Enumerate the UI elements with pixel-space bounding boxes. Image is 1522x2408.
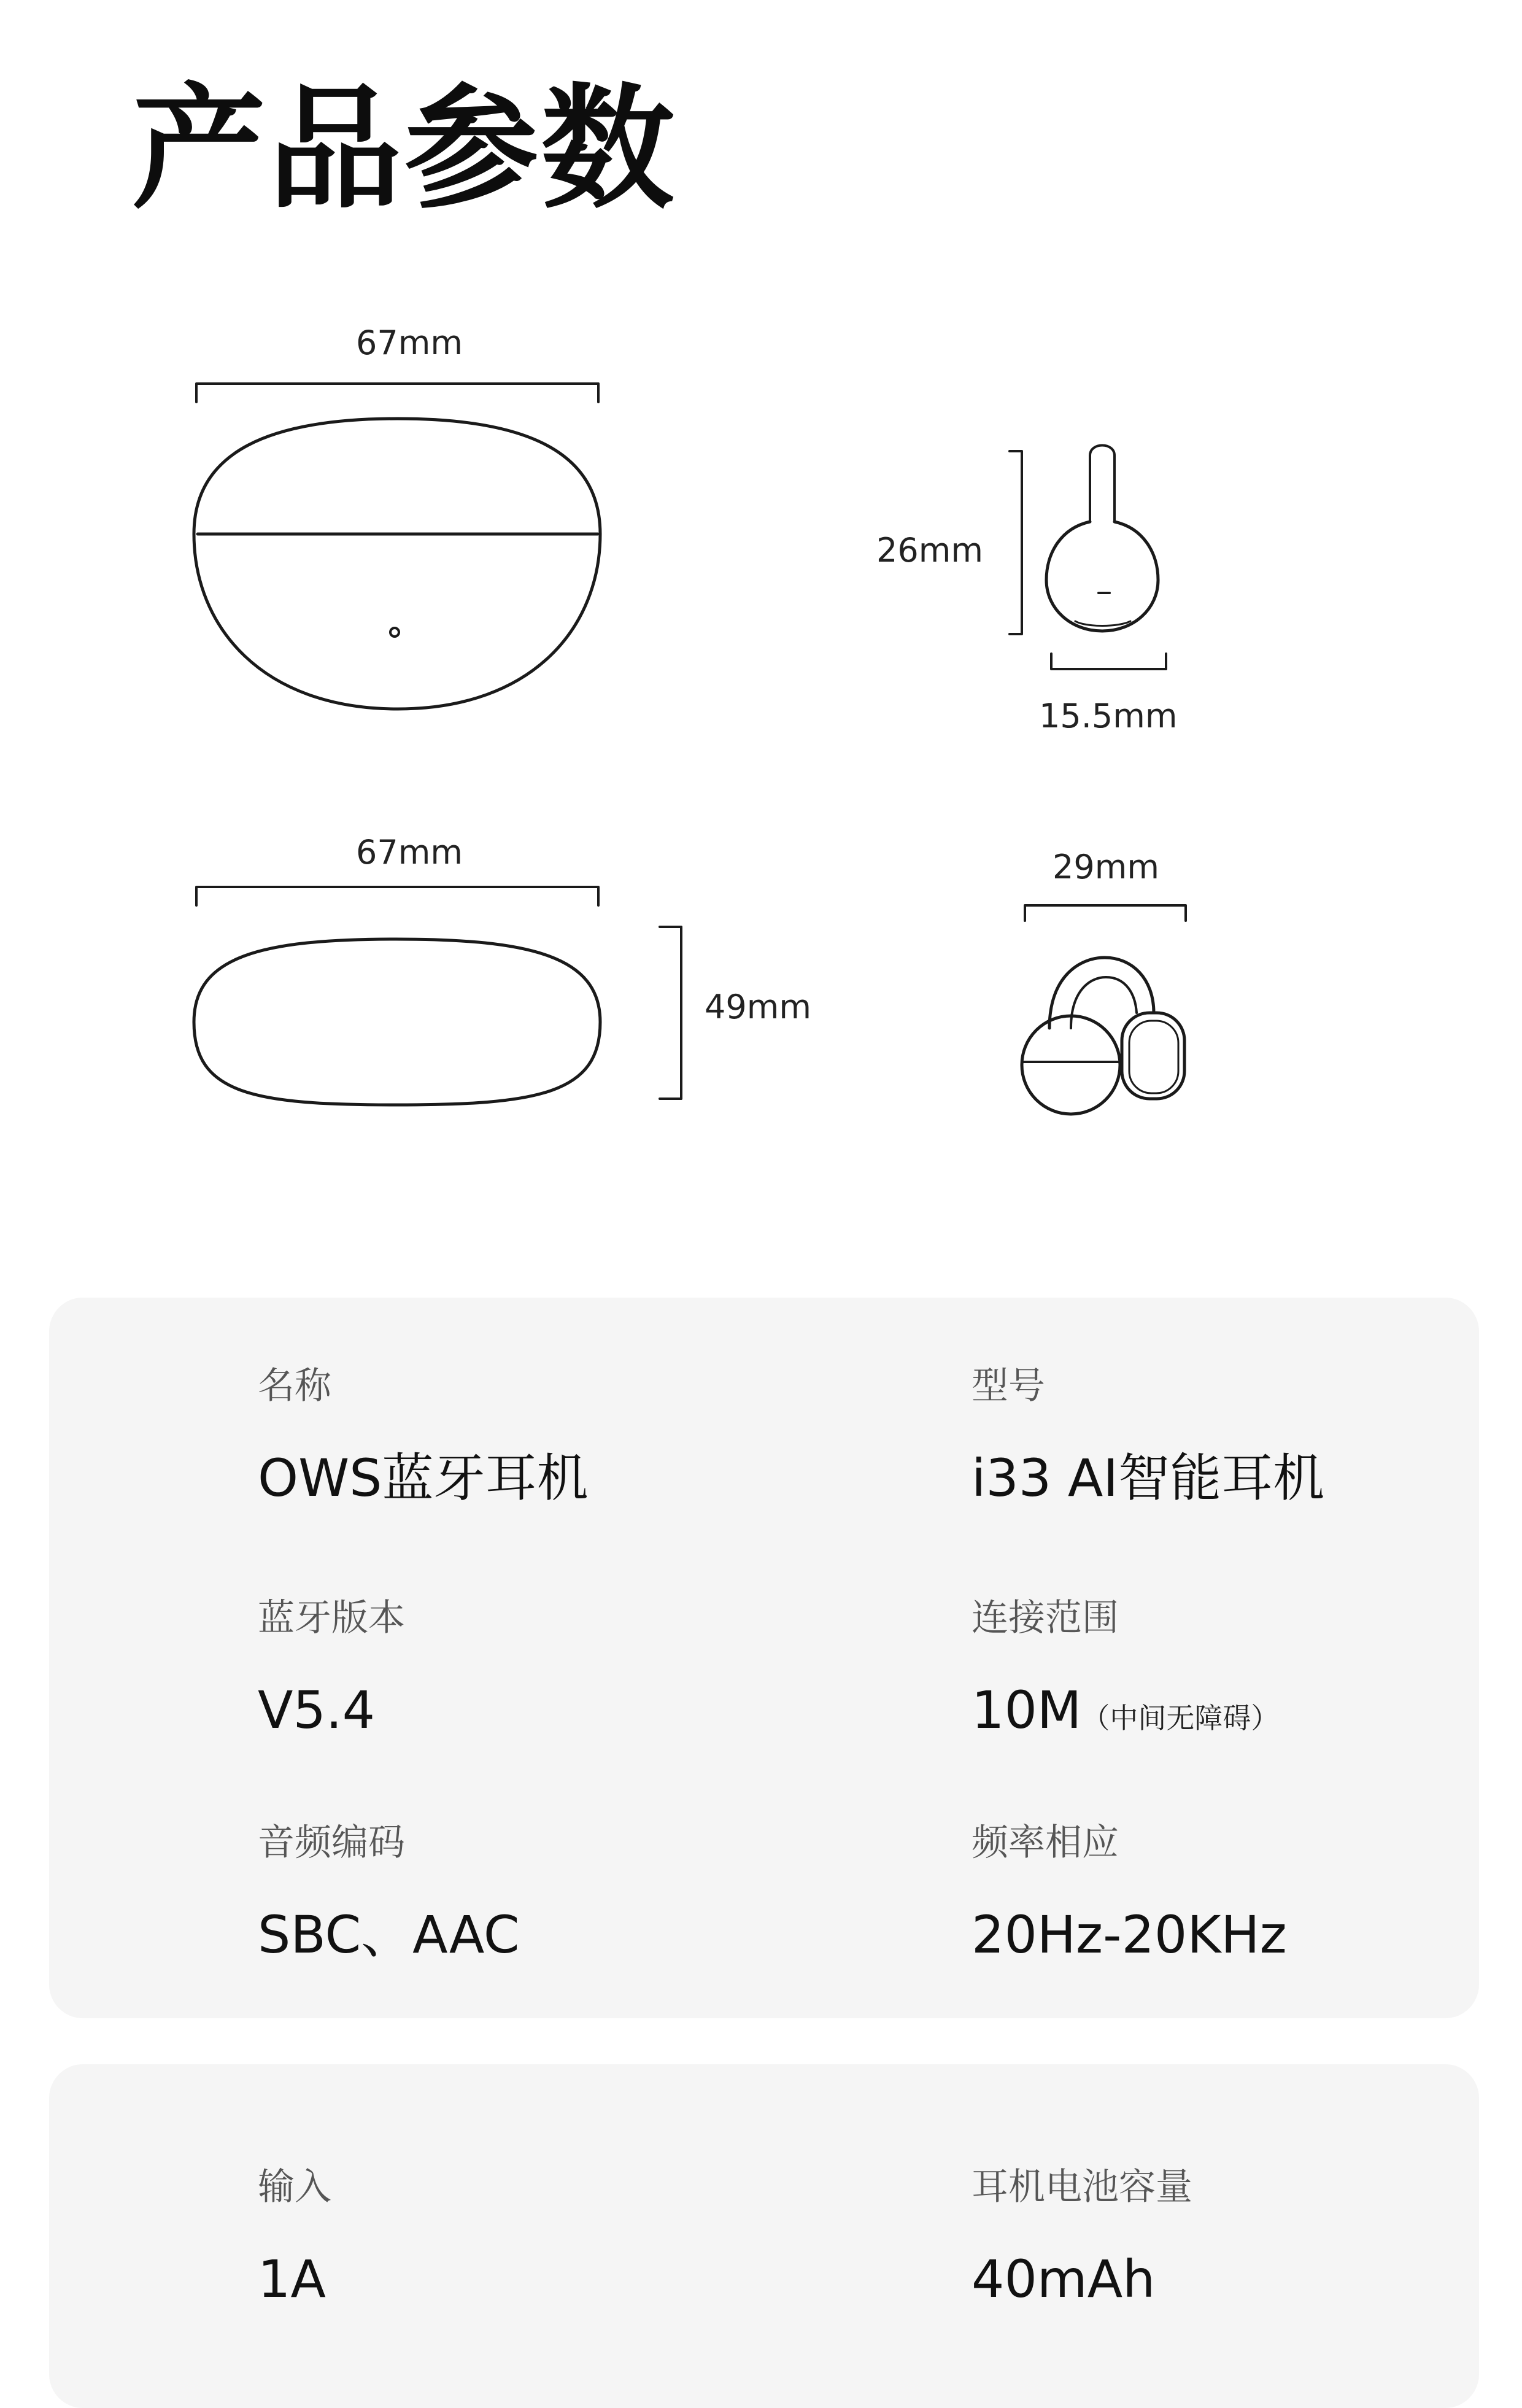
spec-input: [258, 2166, 331, 2309]
spec-value: 1A: [258, 2249, 326, 2309]
spec-model: [972, 1365, 1325, 1508]
specs-panel-power: [49, 2064, 1479, 2408]
spec-value: V5.4: [258, 1680, 376, 1740]
spec-value: OWS蓝牙耳机: [258, 1448, 589, 1508]
spec-label: 名称: [258, 1365, 331, 1407]
spec-value: SBC、AAC: [258, 1905, 520, 1965]
case-top-width-label: 67mm: [356, 323, 463, 362]
spec-label: 音频编码: [258, 1821, 405, 1864]
earbud-front-view-drawing: [1010, 446, 1166, 670]
spec-value: [972, 1680, 1280, 1740]
spec-label: 频率相应: [972, 1821, 1119, 1864]
case-side-view-drawing: [194, 887, 681, 1105]
spec-label: 蓝牙版本: [258, 1597, 405, 1640]
spec-label: 连接范围: [972, 1597, 1119, 1640]
earhook-side-view-drawing: [1022, 905, 1186, 1114]
spec-value: 20Hz-20KHz: [972, 1905, 1287, 1965]
page-title: 产品参数: [132, 72, 677, 227]
spec-label: 耳机电池容量: [972, 2166, 1192, 2209]
case-height-label: 49mm: [705, 988, 811, 1026]
earbud-height-label: 26mm: [876, 531, 983, 570]
spec-connection-range: [972, 1597, 1280, 1740]
specs-panel: [49, 1298, 1479, 2018]
case-top-view-drawing: [194, 384, 600, 709]
spec-name: [258, 1365, 589, 1508]
earhook-width-label: 29mm: [1053, 848, 1159, 886]
spec-bluetooth-version: [258, 1597, 405, 1740]
spec-label: 型号: [972, 1365, 1045, 1407]
earbud-width-label: 15.5mm: [1039, 697, 1178, 735]
spec-value: 40mAh: [972, 2249, 1156, 2309]
spec-battery-capacity: [972, 2166, 1192, 2309]
spec-value-main: 10M: [972, 1680, 1082, 1740]
spec-label: 输入: [258, 2166, 331, 2209]
spec-value: i33 AI智能耳机: [972, 1448, 1325, 1508]
spec-audio-codec: [258, 1821, 520, 1965]
spec-value-note: （中间无障碍）: [1081, 1701, 1280, 1735]
case-side-width-label: 67mm: [356, 833, 463, 872]
spec-frequency-response: [972, 1821, 1287, 1965]
